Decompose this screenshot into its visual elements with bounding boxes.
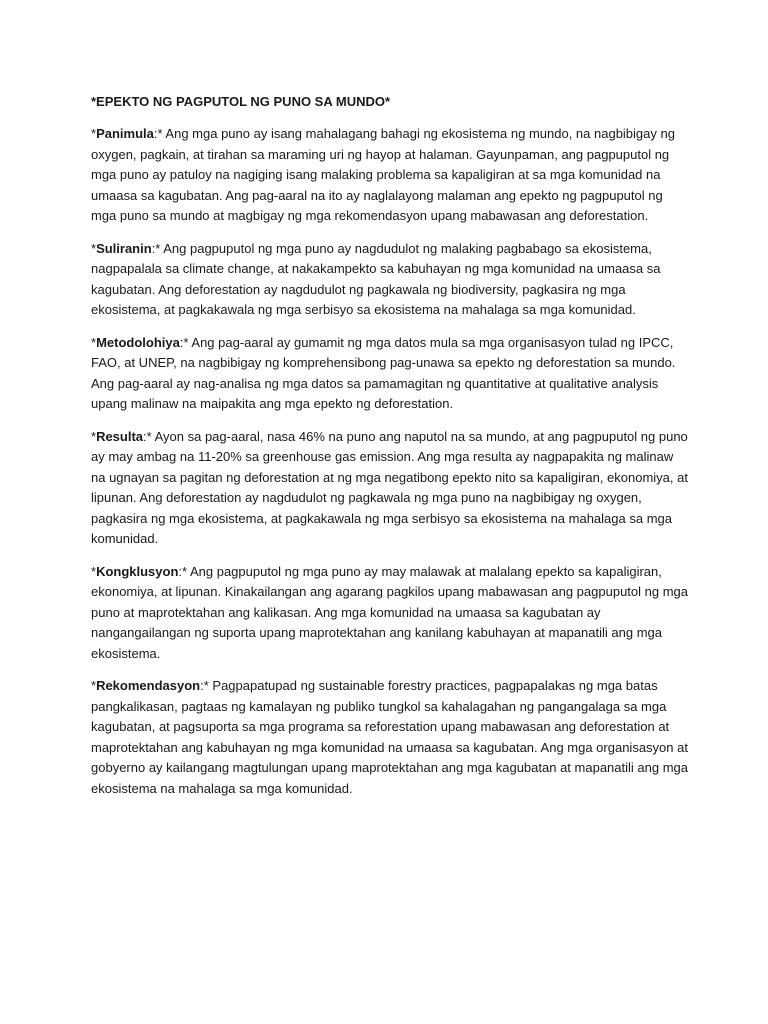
section-close-marker: :* <box>151 240 161 256</box>
section-heading: Rekomendasyon <box>96 678 201 693</box>
section-metodolohiya <box>91 333 691 415</box>
section-open-marker: * <box>91 126 97 141</box>
section-body: Ang pag-aaral ay gumamit ng mga datos mula sa mga organisasyon tulad ng IPCC, FAO, at UNEP, na nagbibigay ng komprehensibong pag-unawa sa epekto ng deforestation sa mundo. Ang pag-aaral ay nag-analisa ng mga datos sa pamamagitan ng quantitative at qualitative analysis upang malinaw na maipakita ang mga epekto ng deforestation. <box>91 334 676 411</box>
section-resulta <box>91 427 691 550</box>
section-close-marker: :* <box>178 563 188 579</box>
section-heading: Suliranin <box>96 240 152 256</box>
section-body: Ang pagpuputol ng mga puno ay may malawak at malalang epekto sa kapaligiran, ekonomiya, at lipunan. Kinakailangan ang agarang pagkilos upang mabawasan ang pagpuputol ng mga puno at maprotektahan ang kalikasan. Ang mga komunidad na umaasa sa kagubatan ay nangangailangan ng suporta upang maprotektahan ang kanilang kabuhayan at mapanatili ang mga ekosistema. <box>91 563 688 661</box>
section-open-marker: * <box>91 428 97 444</box>
section-heading: Metodolohiya <box>96 334 180 350</box>
section-close-marker: :* <box>153 126 163 141</box>
section-heading: Panimula <box>96 126 154 141</box>
section-body: Ang pagpuputol ng mga puno ay nagdudulot ng malaking pagbabago sa ekosistema, nagpapalala sa climate change, at nakakampekto sa kabuhayan ng mga komunidad na umaasa sa kagubatan. Ang deforestation ay nagdudulot ng pagkawala ng biodiversity, pagkasira ng mga ekosistema, at pagkakawala ng mga serbisyo sa ekosistema na mahalaga sa mga komunidad. <box>91 240 661 317</box>
section-body: Ayon sa pag-aaral, nasa 46% na puno ang naputol na sa mundo, at ang pagpuputol ng puno ay may ambag na 11-20% sa greenhouse gas emission. Ang mga resulta ay nagpapakita ng malinaw na ugnayan sa pagitan ng deforestation at ng mga negatibong epekto nito sa kapaligiran, ekonomiya, at lipunan. Ang deforestation ay nagdudulot ng pagkawala ng mga puno na nagbibigay ng oxygen, pagkasira ng mga ekosistema, at pagkakawala ng mga serbisyo sa ekosistema na mahalaga sa mga komunidad. <box>91 428 688 546</box>
section-close-marker: :* <box>200 678 209 693</box>
document-title: *EPEKTO NG PAGPUTOL NG PUNO SA MUNDO* <box>91 94 391 109</box>
section-open-marker: * <box>91 678 97 693</box>
section-close-marker: :* <box>143 428 152 444</box>
section-open-marker: * <box>91 334 97 350</box>
document-page <box>91 92 691 811</box>
section-kongklusyon <box>91 562 691 665</box>
section-panimula <box>91 124 691 227</box>
section-heading: Resulta <box>96 428 144 444</box>
section-heading: Kongklusyon <box>96 563 179 579</box>
section-suliranin <box>91 239 691 321</box>
section-close-marker: :* <box>179 334 189 350</box>
section-open-marker: * <box>91 240 97 256</box>
section-open-marker: * <box>91 563 97 579</box>
section-rekomendasyon <box>91 676 691 799</box>
section-body: Ang mga puno ay isang mahalagang bahagi ng ekosistema ng mundo, na nagbibigay ng oxygen, pagkain, at tirahan sa maraming uri ng hayop at halaman. Gayunpaman, ang pagpuputol ng mga puno ay patuloy na nagiging isang malaking problema sa kapaligiran at sa mga komunidad na umaasa sa kagubatan. Ang pag-aaral na ito ay naglalayong malaman ang epekto ng pagpuputol ng mga puno sa mundo at magbigay ng mga rekomendasyon upang mabawasan ang deforestation. <box>91 126 675 223</box>
section-body: Pagpapatupad ng sustainable forestry practices, pagpapalakas ng mga batas pangkalikasan, pagtaas ng kamalayan ng publiko tungkol sa kahalagahan ng pangangalaga sa mga kagubatan, at pagsuporta sa mga programa sa reforestation upang mabawasan ang deforestation at maprotektahan ang kabuhayan ng mga komunidad na umaasa sa kagubatan. Ang mga organisasyon at gobyerno ay kailangang magtulungan upang maprotektahan ang mga kagubatan at mapanatili ang mga ekosistema na mahalaga sa mga komunidad. <box>91 678 688 796</box>
